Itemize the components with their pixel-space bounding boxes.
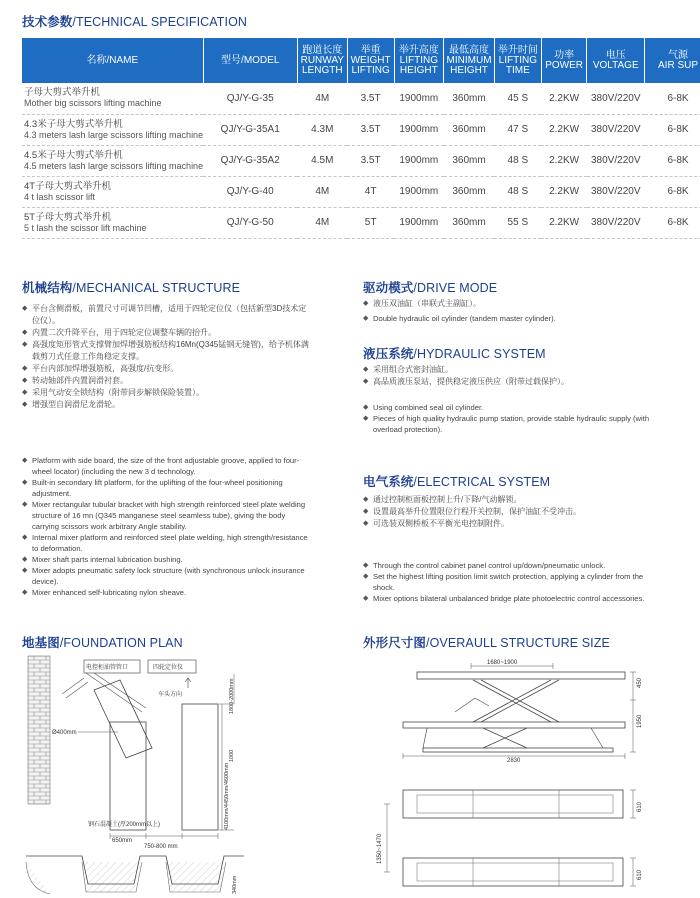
side-view-details: [423, 698, 603, 748]
spec-header-line: 名称/NAME: [86, 54, 139, 66]
spec-header-line: 电压: [605, 49, 626, 61]
spec-header-line: 最低高度: [449, 44, 490, 56]
spec-header-line: 气源: [668, 49, 689, 61]
left-pit: [110, 722, 146, 830]
bullet-diamond-icon: ◆: [22, 501, 28, 508]
spec-cell-runway: 4.5M: [297, 145, 347, 176]
spec-header-line: VOLTAGE: [592, 59, 639, 71]
runway-cross-lines: [473, 790, 559, 886]
upper-platform: [417, 672, 625, 679]
drive-list-zh: [363, 298, 663, 310]
list-item: [22, 363, 314, 375]
spec-header-air: [645, 38, 700, 83]
spec-header-line: 举重: [360, 44, 381, 56]
w1-label: 610: [637, 801, 643, 812]
list-item: [22, 565, 314, 587]
drive-title: 驱动模式/DRIVE MODE: [363, 281, 498, 295]
spec-cell-air: 6-8K: [645, 207, 700, 238]
list-item: [22, 554, 314, 565]
bullet-diamond-icon: ◆: [22, 365, 28, 372]
list-item-text: 设置最高举升位置限位行程开关控制，保护油缸不受冲击。: [373, 507, 581, 516]
bullet-diamond-icon: ◆: [363, 573, 369, 580]
circle-label: Ø400mm: [52, 730, 77, 736]
table-row: [22, 207, 700, 238]
table-row: [22, 83, 700, 114]
list-item-text: Mixer adopts pneumatic safety lock structure (with synchronous unlock insurance device).: [32, 566, 305, 586]
top-runway-2: [403, 858, 623, 886]
bullet-diamond-icon: ◆: [22, 341, 28, 348]
depth-label: 340mm: [232, 875, 238, 894]
hydraulic-list-en: [363, 402, 663, 435]
spec-cell-time: 45 S: [494, 83, 541, 114]
bullet-diamond-icon: ◆: [22, 534, 28, 541]
list-item: [363, 376, 663, 388]
spec-cell-voltage: 380V/220V: [587, 114, 645, 145]
spec-cell-min: 360mm: [444, 83, 495, 114]
list-item-text: 通过控制柜面板控制上升/下降/气动解锁。: [373, 495, 522, 504]
foundation-title: 地基图/FOUNDATION PLAN: [22, 636, 183, 650]
spec-cell-min: 360mm: [444, 145, 495, 176]
spec-cell-model: QJ/Y-G-35: [203, 83, 297, 114]
list-item: [22, 532, 314, 554]
spec-cell-time: 48 S: [494, 145, 541, 176]
spec-header-line: MINIMUM: [446, 54, 492, 66]
spec-header-voltage: [587, 38, 645, 83]
list-item: [22, 339, 314, 363]
direction-label: 车头方向: [158, 692, 183, 698]
list-item-text: Built-in secondary lift platform, for the uplifting of the four-wheel positioning adjustment.: [32, 478, 283, 498]
spec-header-line: HEIGHT: [399, 64, 438, 76]
list-item-text: Mixer rectangular tubular bracket with high strength reinforced steel plate welding structure of 16 mn (Q345 manganese steel seamless tube), giving the body carrying scissors work arbitrary Angle stability.: [32, 500, 306, 531]
spec-cell-power: 2.2KW: [541, 176, 587, 207]
slab-label: 钢石混凝土(厚200mm以上): [88, 822, 161, 828]
span-label: 1350~1470: [377, 833, 383, 864]
width-dims: [384, 790, 636, 886]
h2-label: 1950: [637, 714, 643, 728]
product-name-en: 4 t lash scissor lift: [24, 191, 96, 202]
spec-header-line: LIFTING: [399, 54, 438, 66]
electrical-list-zh: [363, 494, 663, 530]
list-item: [363, 364, 663, 376]
product-name-zh: 子母大剪式举升机: [24, 87, 101, 99]
spec-cell-name: [22, 207, 203, 238]
spec-cell-power: 2.2KW: [541, 207, 587, 238]
spec-cell-name: [22, 114, 203, 145]
list-item-text: 采用组合式密封油缸。: [373, 365, 453, 374]
spec-cell-name: [22, 83, 203, 114]
spec-header-line: POWER: [545, 59, 583, 71]
mechanical-list-zh: [22, 303, 314, 411]
top-runway-1-inner: [417, 795, 613, 813]
table-row: [22, 114, 700, 145]
product-name-zh: 4.3米子母大剪式举升机: [24, 118, 123, 130]
product-name-en: 4.3 meters lash large scissors lifting machine: [24, 129, 204, 140]
list-item: [363, 518, 663, 530]
spec-cell-weight: 5T: [347, 207, 394, 238]
mechanical-title: 机械结构/MECHANICAL STRUCTURE: [22, 281, 241, 295]
spec-cell-voltage: 380V/220V: [587, 83, 645, 114]
height-dims: [630, 672, 636, 752]
spec-header-time: [494, 38, 541, 83]
list-item-text: 内置二次升降平台，用于四轮定位调整车辆的抬升。: [32, 328, 216, 337]
list-item-text: Mixer enhanced self-lubricating nylon sheave.: [32, 588, 187, 597]
pipe-label: 电控柜油管管口: [86, 665, 129, 671]
spec-cell-weight: 3.5T: [347, 83, 394, 114]
product-name-en: 5 t lash the scissor lift machine: [24, 222, 147, 233]
spec-cell-runway: 4.3M: [297, 114, 347, 145]
top-runway-1: [403, 790, 623, 818]
spec-table: [22, 38, 700, 239]
list-item-text: 平台含侧滑板，前置尺寸可调节凹槽，适用于四轮定位仪（包括新型3D技术定位仪）。: [32, 304, 307, 325]
list-item-text: Mixer shaft parts internal lubrication bushing.: [32, 555, 183, 564]
bullet-diamond-icon: ◆: [22, 329, 28, 336]
list-item-text: Pieces of high quality hydraulic pump station, provide stable hydraulic supply (with overload protection).: [373, 414, 650, 434]
spec-cell-height: 1900mm: [394, 176, 444, 207]
electrical-title: 电气系统/ELECTRICAL SYSTEM: [363, 475, 551, 489]
spec-cell-voltage: 380V/220V: [587, 176, 645, 207]
brick-wall: [28, 656, 50, 804]
list-item-text: Internal mixer platform and reinforced steel plate welding, high strength/resistance to deformation.: [32, 533, 308, 553]
list-item-text: Platform with side board, the size of the front adjustable groove, applied to four-wheel locator) (including the new 3 d technology.: [32, 456, 300, 476]
tech-spec-title-en: /TECHNICAL SPECIFICATION: [72, 15, 248, 29]
bullet-diamond-icon: ◆: [22, 556, 28, 563]
spec-cell-model: QJ/Y-G-40: [203, 176, 297, 207]
list-item-text: 采用气动安全锁结构（附带同步解锁保险装置）。: [32, 388, 204, 397]
list-item-text: Set the highest lifting position limit switch protection, applying a cylinder from the shock.: [373, 572, 644, 592]
bullet-diamond-icon: ◆: [22, 457, 28, 464]
spec-table-header: [22, 38, 700, 83]
bullet-diamond-icon: ◆: [363, 508, 369, 515]
spec-header-line: 功率: [554, 49, 575, 61]
foundation-plan-drawing: [22, 652, 340, 896]
hydraulic-title: 液压系统/HYDRAULIC SYSTEM: [363, 347, 546, 361]
bullet-diamond-icon: ◆: [363, 595, 369, 602]
list-item: [22, 327, 314, 339]
list-item-text: Through the control cabinet panel control up/down/pneumatic unlock.: [373, 561, 606, 570]
product-name-zh: 4T子母大剪式举升机: [24, 180, 112, 192]
spec-cell-runway: 4M: [297, 83, 347, 114]
table-row: [22, 145, 700, 176]
side-dim-label: 650mm: [112, 838, 133, 844]
mid-dim-label: 750-800 mm: [144, 844, 178, 850]
base-frame: [423, 748, 613, 752]
spec-header-runway: [297, 38, 347, 83]
pit-dim-label: 1000: [229, 749, 235, 762]
spec-header-line: TIME: [505, 64, 530, 76]
list-item: [363, 413, 663, 435]
spec-cell-weight: 3.5T: [347, 114, 394, 145]
top-dim-label: 1800-2000mm: [229, 678, 235, 714]
list-item: [363, 402, 663, 413]
spec-cell-runway: 4M: [297, 176, 347, 207]
drive-list-en: [363, 313, 663, 324]
spec-cell-air: 6-8K: [645, 83, 700, 114]
bullet-diamond-icon: ◆: [363, 415, 369, 422]
bullet-diamond-icon: ◆: [363, 300, 369, 307]
h1-label: 450: [637, 677, 643, 688]
spec-header-model: [203, 38, 297, 83]
list-item: [22, 387, 314, 399]
spec-cell-air: 6-8K: [645, 176, 700, 207]
spec-header-name: [22, 38, 203, 83]
list-item-text: 液压双油缸（串联式主副缸）。: [373, 299, 481, 308]
channel-line: [62, 673, 146, 712]
spec-cell-time: 47 S: [494, 114, 541, 145]
spec-cell-name: [22, 176, 203, 207]
product-name-zh: 5T子母大剪式举升机: [24, 211, 112, 223]
product-name-en: Mother big scissors lifting machine: [24, 98, 162, 109]
tech-spec-title: [22, 12, 247, 30]
spec-cell-height: 1900mm: [394, 83, 444, 114]
scissor-arms: [473, 680, 559, 748]
mechanical-list-en: [22, 455, 314, 598]
list-item: [363, 298, 663, 310]
list-item: [22, 455, 314, 477]
spec-table-body: [22, 83, 700, 238]
spec-header-min: [444, 38, 495, 83]
table-row: [22, 176, 700, 207]
spec-cell-min: 360mm: [444, 176, 495, 207]
direction-arrow: [185, 678, 191, 688]
spec-header-line: HEIGHT: [450, 64, 488, 76]
spec-cell-power: 2.2KW: [541, 114, 587, 145]
list-item-text: Double hydraulic oil cylinder (tandem master cylinder).: [373, 314, 556, 323]
list-item: [22, 375, 314, 387]
spec-cell-voltage: 380V/220V: [587, 207, 645, 238]
hydraulic-list-zh: [363, 364, 663, 388]
spec-header-line: RUNWAY: [300, 54, 344, 66]
spec-cell-weight: 4T: [347, 176, 394, 207]
spec-cell-runway: 4M: [297, 207, 347, 238]
product-name-zh: 4.5米子母大剪式举升机: [24, 149, 123, 161]
spec-cell-min: 360mm: [444, 207, 495, 238]
bullet-diamond-icon: ◆: [363, 496, 369, 503]
bullet-diamond-icon: ◆: [363, 378, 369, 385]
spec-header-line: 型号/MODEL: [221, 54, 280, 66]
spec-cell-air: 6-8K: [645, 145, 700, 176]
list-item: [363, 571, 663, 593]
spec-cell-voltage: 380V/220V: [587, 145, 645, 176]
spec-header-weight: [347, 38, 394, 83]
list-item: [22, 587, 314, 598]
list-item: [22, 399, 314, 411]
bullet-diamond-icon: ◆: [363, 366, 369, 373]
list-item-text: Mixer options bilateral unbalanced bridge plate photoelectric control accessories.: [373, 594, 645, 603]
spec-cell-time: 55 S: [494, 207, 541, 238]
spec-cell-model: QJ/Y-G-35A1: [203, 114, 297, 145]
spec-cell-power: 2.2KW: [541, 83, 587, 114]
list-item-text: 可选装双侧桥板不平衡光电控制附件。: [373, 519, 509, 528]
product-name-en: 4.5 meters lash large scissors lifting machine: [24, 160, 204, 171]
spec-cell-air: 6-8K: [645, 114, 700, 145]
list-item: [363, 313, 663, 324]
bullet-diamond-icon: ◆: [22, 401, 28, 408]
spec-cell-weight: 3.5T: [347, 145, 394, 176]
bullet-diamond-icon: ◆: [22, 305, 28, 312]
overall-title: 外形尺寸图/OVERAULL STRUCTURE SIZE: [363, 636, 610, 650]
top-length-label: 1680~1900: [487, 660, 518, 666]
electrical-list-en: [363, 560, 663, 604]
spec-cell-height: 1900mm: [394, 145, 444, 176]
spec-header-line: WEIGHT: [350, 54, 391, 66]
spec-cell-power: 2.2KW: [541, 145, 587, 176]
bullet-diamond-icon: ◆: [363, 520, 369, 527]
w2-label: 610: [637, 869, 643, 880]
bullet-diamond-icon: ◆: [22, 377, 28, 384]
spec-cell-height: 1900mm: [394, 114, 444, 145]
spec-header-line: LENGTH: [302, 64, 343, 76]
spec-header-line: 举升时间: [497, 44, 538, 56]
list-item: [363, 494, 663, 506]
spec-header-line: LIFTING: [498, 54, 537, 66]
spec-header-power: [541, 38, 587, 83]
list-item-text: Using combined seal oil cylinder.: [373, 403, 484, 412]
spec-cell-model: QJ/Y-G-35A2: [203, 145, 297, 176]
spec-header-line: LIFTING: [351, 64, 390, 76]
spec-cell-model: QJ/Y-G-50: [203, 207, 297, 238]
length-dim-label: 4100mm/4450mm/4600mm: [224, 762, 230, 830]
spec-cell-min: 360mm: [444, 114, 495, 145]
list-item: [22, 499, 314, 532]
overall-structure-drawing: [363, 652, 653, 896]
list-item: [363, 593, 663, 604]
tilted-pit: [94, 680, 152, 758]
right-pit: [182, 704, 218, 830]
list-item: [363, 506, 663, 518]
spec-header-height: [394, 38, 444, 83]
bullet-diamond-icon: ◆: [22, 567, 28, 574]
bullet-diamond-icon: ◆: [22, 479, 28, 486]
spec-cell-time: 48 S: [494, 176, 541, 207]
lower-platform: [403, 722, 625, 728]
list-item-text: 高强度矩形管式支撑臂加焊增强筋板结构16Mn(Q345锰钢无缝管)，给予机体满载剪刀式任意工作角稳定支撑。: [32, 340, 309, 361]
bullet-diamond-icon: ◆: [22, 589, 28, 596]
locator-label: 四轮定位仪: [153, 665, 184, 671]
tech-spec-title-zh: 技术参数: [22, 15, 73, 29]
bullet-diamond-icon: ◆: [363, 315, 369, 322]
bullet-diamond-icon: ◆: [363, 562, 369, 569]
bullet-diamond-icon: ◆: [22, 389, 28, 396]
top-runway-2-inner: [417, 863, 613, 881]
bullet-diamond-icon: ◆: [363, 404, 369, 411]
list-item-text: 平台内部加焊增强筋板，高强度/抗变形。: [32, 364, 179, 373]
list-item-text: 高品质液压泵站，提供稳定液压供应（附带过载保护）。: [373, 377, 569, 386]
spec-header-line: 跑道长度: [302, 44, 343, 56]
list-item: [363, 560, 663, 571]
spec-header-line: AIR SUP: [658, 59, 699, 71]
spec-header-line: 举升高度: [398, 44, 439, 56]
section-ground: [26, 862, 226, 894]
list-item-text: 转动轴部件内置润滑衬套。: [32, 376, 128, 385]
list-item: [22, 303, 314, 327]
spec-cell-height: 1900mm: [394, 207, 444, 238]
spec-cell-name: [22, 145, 203, 176]
length-label: 2830: [507, 758, 521, 764]
list-item-text: 增强型自润滑尼龙滑轮。: [32, 400, 120, 409]
list-item: [22, 477, 314, 499]
